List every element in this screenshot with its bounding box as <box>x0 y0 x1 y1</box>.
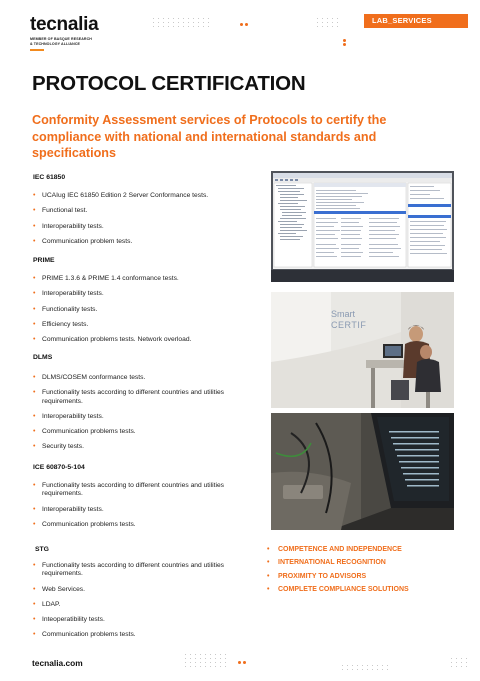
list-item: • Communication problems tests. <box>33 631 248 639</box>
lab-services-tag: LAB_SERVICES <box>364 14 468 28</box>
laptop-illustration <box>271 413 454 530</box>
highlight-item: • COMPLETE COMPLIANCE SOLUTIONS <box>267 586 409 593</box>
list-item: • Interoperability tests. <box>33 290 248 298</box>
wall-text-smart: Smart <box>331 309 356 319</box>
section-heading-dlms: DLMS <box>33 354 53 361</box>
decorative-dot-grid <box>451 658 467 667</box>
list-iec-61850 <box>33 192 248 253</box>
list-item: • Communication problem tests. <box>33 238 248 246</box>
logo-tagline-line1: MEMBER OF BASQUE RESEARCH <box>30 37 93 41</box>
lab-room-illustration <box>271 292 454 408</box>
list-dlms <box>33 374 248 459</box>
list-item: • Functionality tests according to different countries and utilities requirements. <box>33 562 248 579</box>
list-item: • Communication problems tests. <box>33 521 248 529</box>
list-item: • PRIME 1.3.6 & PRIME 1.4 conformance tests. <box>33 275 248 283</box>
list-item: • Interoperability tests. <box>33 506 248 514</box>
logo-tagline-line2: & TECHNOLOGY ALLIANCE <box>30 42 81 47</box>
list-item: • Communication problems tests. Network overload. <box>33 336 248 344</box>
laptop-equipment-photo <box>271 413 454 530</box>
list-item: • Security tests. <box>33 443 248 451</box>
software-window-illustration <box>271 171 454 282</box>
list-prime <box>33 275 248 351</box>
highlight-item: • COMPETENCE AND INDEPENDENCE <box>267 546 409 553</box>
list-item: • Interoperability tests. <box>33 223 248 231</box>
list-item: • Functional test. <box>33 207 248 215</box>
list-item: • Functionality tests according to different countries and utilities requirements. <box>33 389 248 406</box>
lab-room-photo <box>271 292 454 408</box>
highlight-item: • PROXIMITY TO ADVISORS <box>267 573 409 580</box>
logo-accent-bar <box>30 49 44 51</box>
decorative-orange-dots <box>240 23 248 26</box>
list-stg <box>33 562 248 647</box>
list-ice-60870 <box>33 482 248 536</box>
footer-website-link[interactable]: tecnalia.com <box>32 658 83 668</box>
list-item: • Efficiency tests. <box>33 321 248 329</box>
page-subtitle: Conformity Assessment services of Protocols to certify the compliance with national and international standards and specifications <box>32 113 387 160</box>
decorative-dot-grid <box>317 18 338 27</box>
highlight-item: • INTERNATIONAL RECOGNITION <box>267 559 409 566</box>
section-heading-prime: PRIME <box>33 257 55 264</box>
wall-text-certif: CERTIF <box>331 320 367 330</box>
list-item: • Communication problems tests. <box>33 428 248 436</box>
list-item: • Interoperability tests. <box>33 413 248 421</box>
software-screenshot-image <box>271 171 454 282</box>
list-item: • Web Services. <box>33 586 248 594</box>
list-item: • Functionality tests according to different countries and utilities requirements. <box>33 482 248 499</box>
decorative-dot-grid <box>153 18 209 27</box>
list-item: • Functionality tests. <box>33 306 248 314</box>
list-item: • LDAP. <box>33 601 248 609</box>
list-item: • Inteoperatibility tests. <box>33 616 248 624</box>
decorative-dot-grid <box>185 654 226 667</box>
logo-wordmark: tecnalia <box>30 14 99 35</box>
tecnalia-logo[interactable] <box>30 14 98 51</box>
decorative-orange-dots <box>238 661 246 664</box>
list-item: • UCAIug IEC 61850 Edition 2 Server Conformance tests. <box>33 192 248 200</box>
list-item: • DLMS/COSEM conformance tests. <box>33 374 248 382</box>
page-title: PROTOCOL CERTIFICATION <box>32 72 306 95</box>
decorative-orange-dots <box>343 39 346 46</box>
highlights-list <box>267 546 409 600</box>
decorative-dot-grid <box>342 665 388 670</box>
section-heading-stg: STG <box>35 546 49 553</box>
section-heading-iec-61850: IEC 61850 <box>33 174 66 181</box>
section-heading-ice-60870: ICE 60870-5-104 <box>33 464 85 471</box>
